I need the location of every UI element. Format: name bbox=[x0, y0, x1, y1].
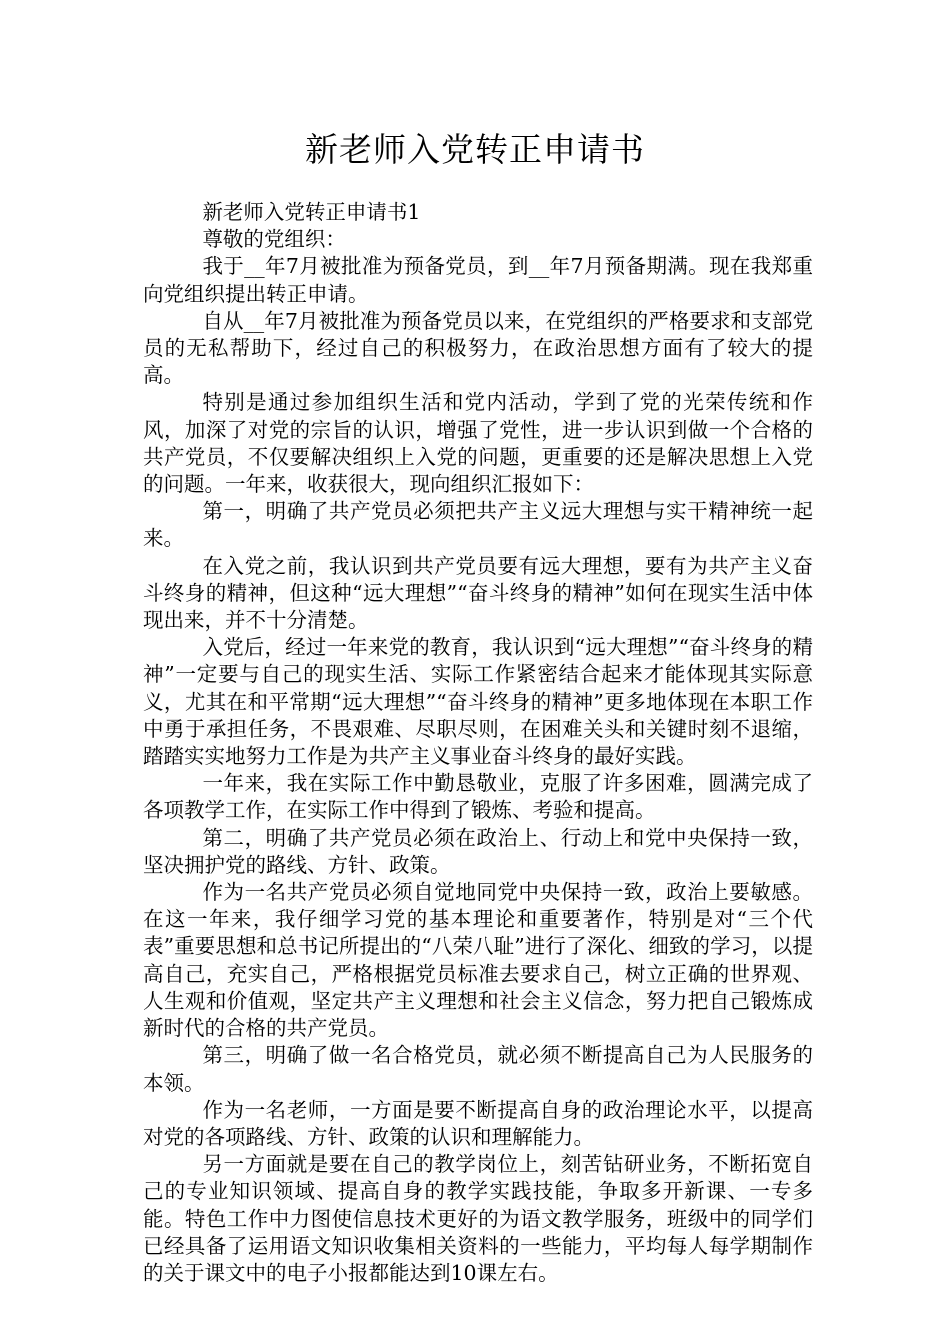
paragraph-point-3: 第三，明确了做一名合格党员，就必须不断提高自己为人民服务的本领。 bbox=[143, 1043, 813, 1095]
paragraph-point-1: 第一，明确了共产党员必须把共产主义远大理想与实干精神统一起来。 bbox=[143, 499, 813, 551]
paragraph: 我于__年7月被批准为预备党员，到__年7月预备期满。现在我郑重向党组织提出转正申请。 bbox=[143, 254, 813, 306]
paragraph-heading: 新老师入党转正申请书1 bbox=[202, 200, 421, 224]
paragraph-salutation: 尊敬的党组织： bbox=[202, 227, 346, 252]
paragraph: 另一方面就是要在自己的教学岗位上，刻苦钻研业务，不断拓宽自己的专业知识领域、提高自身的教学实践技能，争取多开新课、一专多能。特色工作中力图使信息技术更好的为语文教学服务，班级中的同学们已经具备了运用语文知识收集相关资料的一些能力，平均每人每学期制作的关于课文中的电子小报都能达到10课左右。 bbox=[143, 1152, 813, 1285]
paragraph: 在入党之前，我认识到共产党员要有远大理想，要有为共产主义奋斗终身的精神，但这种“远大理想”“奋斗终身的精神”如何在现实生活中体现出来，并不十分清楚。 bbox=[143, 553, 813, 633]
paragraph: 作为一名共产党员必须自觉地同党中央保持一致，政治上要敏感。在这一年来，我仔细学习党的基本理论和重要著作，特别是对“三个代表”重要思想和总书记所提出的“八荣八耻”进行了深化、细致的学习，以提高自己，充实自己，严格根据党员标准去要求自己，树立正确的世界观、人生观和价值观，坚定共产主义理想和社会主义信念，努力把自己锻炼成新时代的合格的共产党员。 bbox=[143, 880, 813, 1041]
paragraph: 自从__年7月被批准为预备党员以来，在党组织的严格要求和支部党员的无私帮助下，经过自己的积极努力，在政治思想方面有了较大的提高。 bbox=[143, 308, 813, 388]
paragraph: 作为一名老师，一方面是要不断提高自身的政治理论水平，以提高对党的各项路线、方针、政策的认识和理解能力。 bbox=[143, 1097, 813, 1149]
document-title: 新老师入党转正申请书 bbox=[305, 130, 645, 169]
paragraph: 入党后，经过一年来党的教育，我认识到“远大理想”“奋斗终身的精神”一定要与自己的现实生活、实际工作紧密结合起来才能体现其实际意义，尤其在和平常期“远大理想”“奋斗终身的精神”更多地体现在本职工作中勇于承担任务，不畏艰难、尽职尽则，在困难关头和关键时刻不退缩，踏踏实实地努力工作是为共产主义事业奋斗终身的最好实践。 bbox=[143, 635, 813, 769]
paragraph-point-2: 第二，明确了共产党员必须在政治上、行动上和党中央保持一致，坚决拥护党的路线、方针、政策。 bbox=[143, 825, 813, 877]
paragraph: 一年来，我在实际工作中勤恳敬业，克服了许多困难，圆满完成了各项教学工作，在实际工作中得到了锻炼、考验和提高。 bbox=[143, 771, 813, 823]
document-body bbox=[143, 199, 813, 1287]
paragraph: 特别是通过参加组织生活和党内活动，学到了党的光荣传统和作风，加深了对党的宗旨的认识，增强了党性，进一步认识到做一个合格的共产党员，不仅要解决组织上入党的问题，更重要的还是解决思想上入党的问题。一年来，收获很大，现向组织汇报如下： bbox=[143, 390, 813, 497]
